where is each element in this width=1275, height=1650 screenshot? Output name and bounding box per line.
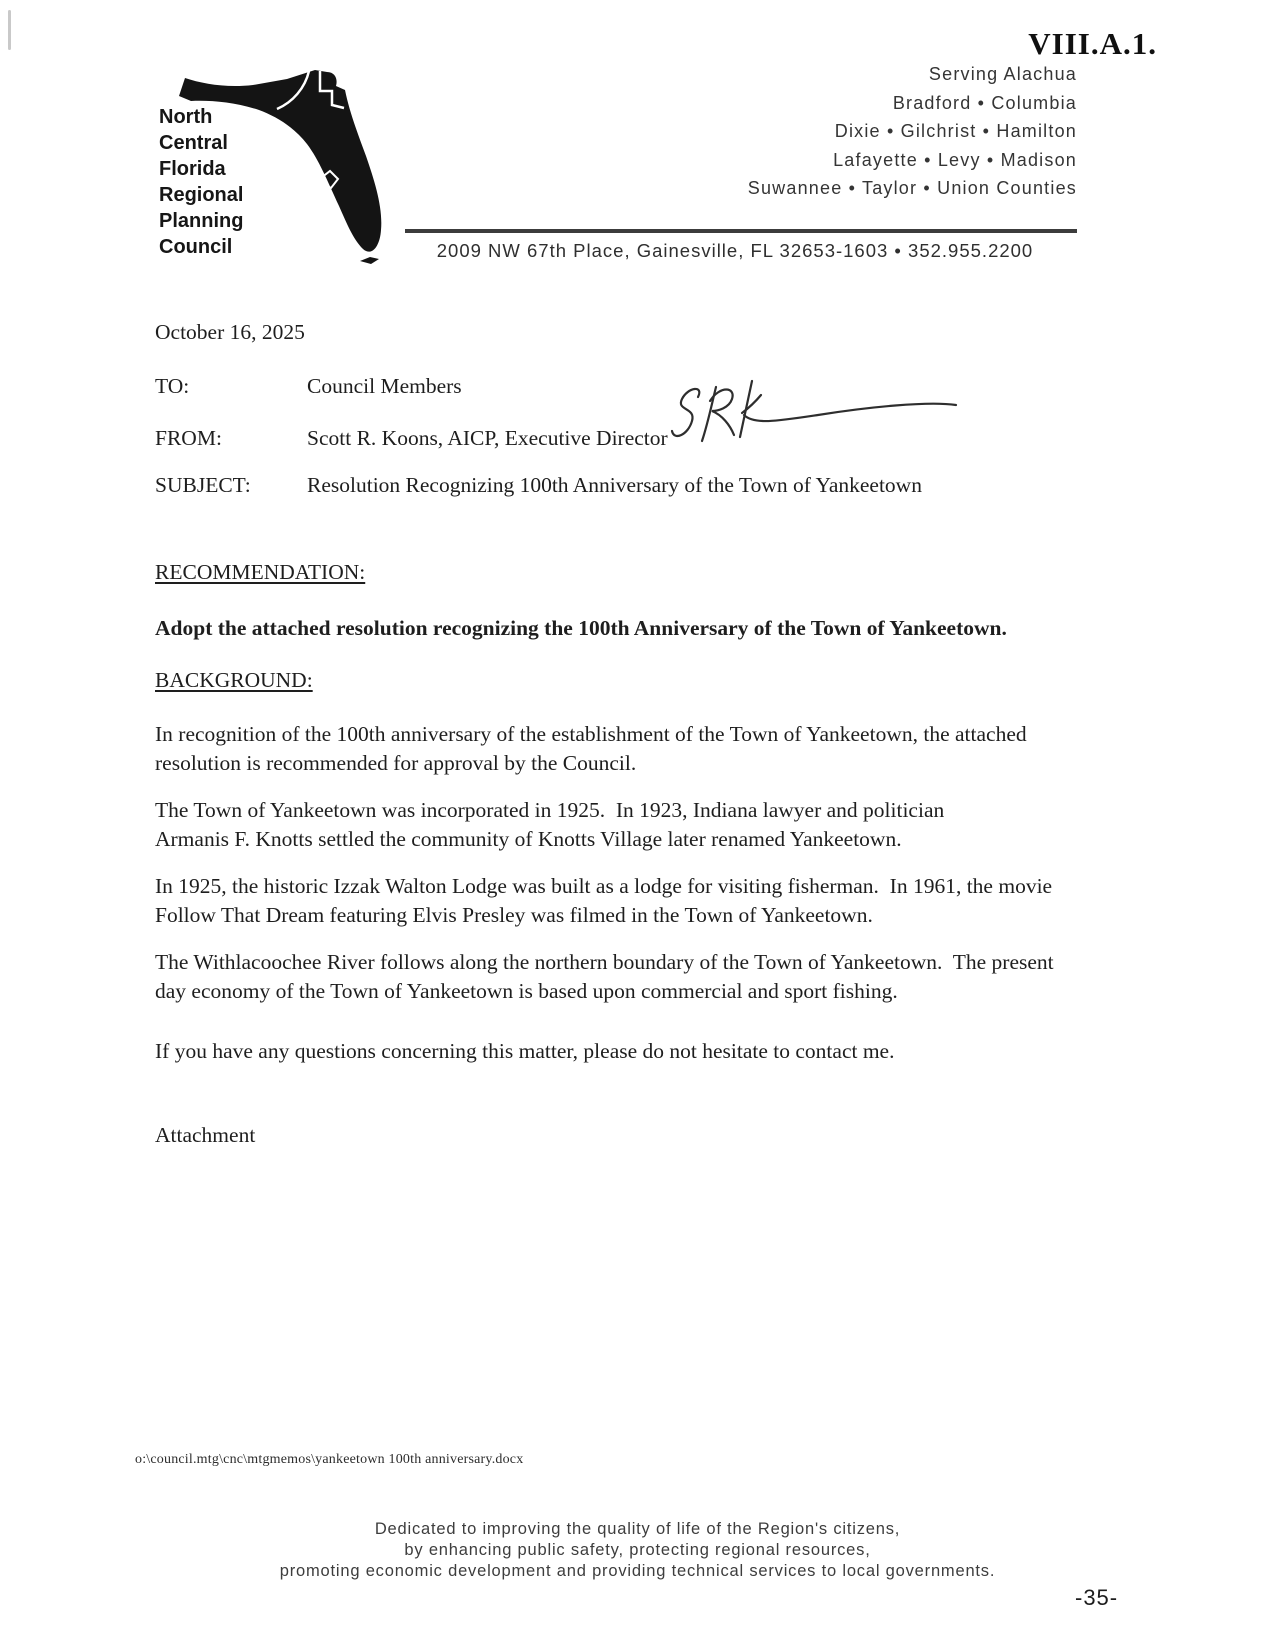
footer-motto-line: Dedicated to improving the quality of life of the Region's citizens, bbox=[374, 1520, 901, 1538]
logo-line: Florida bbox=[159, 158, 226, 180]
page-number: -35- bbox=[1075, 1585, 1119, 1610]
letterhead-address: 2009 NW 67th Place, Gainesville, FL 32653-1603 • 352.955.2200 bbox=[436, 240, 1034, 261]
recommendation-text: Adopt the attached resolution recognizing the 100th Anniversary of the Town of Yankeetown. bbox=[155, 616, 1007, 640]
council-logo bbox=[145, 58, 385, 273]
to-label: TO: bbox=[155, 374, 190, 398]
footer-motto-line: promoting economic development and providing technical services to local governments. bbox=[279, 1562, 996, 1580]
serving-counties bbox=[597, 60, 1077, 203]
paragraph-line: day economy of the Town of Yankeetown is based upon commercial and sport fishing. bbox=[155, 979, 898, 1003]
logo-line: Council bbox=[159, 236, 233, 258]
logo-line: North bbox=[159, 106, 213, 128]
attachment-note: Attachment bbox=[155, 1123, 256, 1147]
background-heading: BACKGROUND: bbox=[155, 668, 313, 692]
from-value: Scott R. Koons, AICP, Executive Director bbox=[307, 426, 668, 450]
counties-line: Dixie • Gilchrist • Hamilton bbox=[834, 121, 1077, 141]
background-paragraph bbox=[155, 796, 944, 854]
footer-motto-line: by enhancing public safety, protecting regional resources, bbox=[404, 1541, 871, 1559]
to-value: Council Members bbox=[307, 374, 462, 398]
paragraph-line: Armanis F. Knotts settled the community of Knotts Village later renamed Yankeetown. bbox=[155, 827, 902, 851]
paragraph-line: Follow That Dream featuring Elvis Presley was filmed in the Town of Yankeetown. bbox=[155, 903, 873, 927]
paragraph-line: In recognition of the 100th anniversary of the establishment of the Town of Yankeetown, the attached bbox=[155, 722, 1027, 746]
memo-from-row bbox=[155, 424, 668, 453]
memo-date: October 16, 2025 bbox=[155, 320, 305, 344]
agenda-item-number: VIII.A.1. bbox=[1028, 26, 1157, 61]
paragraph-line: The Withlacoochee River follows along the northern boundary of the Town of Yankeetown. The present bbox=[155, 950, 1054, 974]
memo-subject-row bbox=[155, 471, 922, 500]
closing-line: If you have any questions concerning this matter, please do not hesitate to contact me. bbox=[155, 1039, 895, 1063]
logo-line: Planning bbox=[159, 210, 244, 232]
file-path: o:\council.mtg\cnc\mtgmemos\yankeetown 100th anniversary.docx bbox=[135, 1452, 524, 1467]
counties-line: Suwannee • Taylor • Union Counties bbox=[747, 178, 1077, 198]
background-paragraph bbox=[155, 720, 1027, 778]
paragraph-line: The Town of Yankeetown was incorporated in 1925. In 1923, Indiana lawyer and politician bbox=[155, 798, 945, 822]
scan-artifact bbox=[8, 10, 11, 50]
subject-label: SUBJECT: bbox=[155, 473, 251, 497]
logo-line: Regional bbox=[159, 184, 244, 206]
background-paragraph bbox=[155, 872, 1052, 930]
subject-value: Resolution Recognizing 100th Anniversary of the Town of Yankeetown bbox=[307, 473, 922, 497]
paragraph-line: resolution is recommended for approval by the Council. bbox=[155, 751, 637, 775]
counties-line: Bradford • Columbia bbox=[892, 92, 1077, 113]
paragraph-line: In 1925, the historic Izzak Walton Lodge was built as a lodge for visiting fisherman. In 1961, the movie bbox=[155, 874, 1053, 898]
logo-line: Central bbox=[159, 132, 228, 154]
from-label: FROM: bbox=[155, 426, 222, 450]
signature bbox=[668, 375, 963, 460]
background-paragraph bbox=[155, 948, 1054, 1006]
letterhead-rule bbox=[405, 229, 1077, 233]
memo-to-row bbox=[155, 372, 462, 401]
counties-line: Serving Alachua bbox=[928, 64, 1077, 84]
logo-text bbox=[159, 104, 243, 260]
counties-line: Lafayette • Levy • Madison bbox=[833, 149, 1077, 170]
recommendation-heading: RECOMMENDATION: bbox=[155, 560, 366, 584]
